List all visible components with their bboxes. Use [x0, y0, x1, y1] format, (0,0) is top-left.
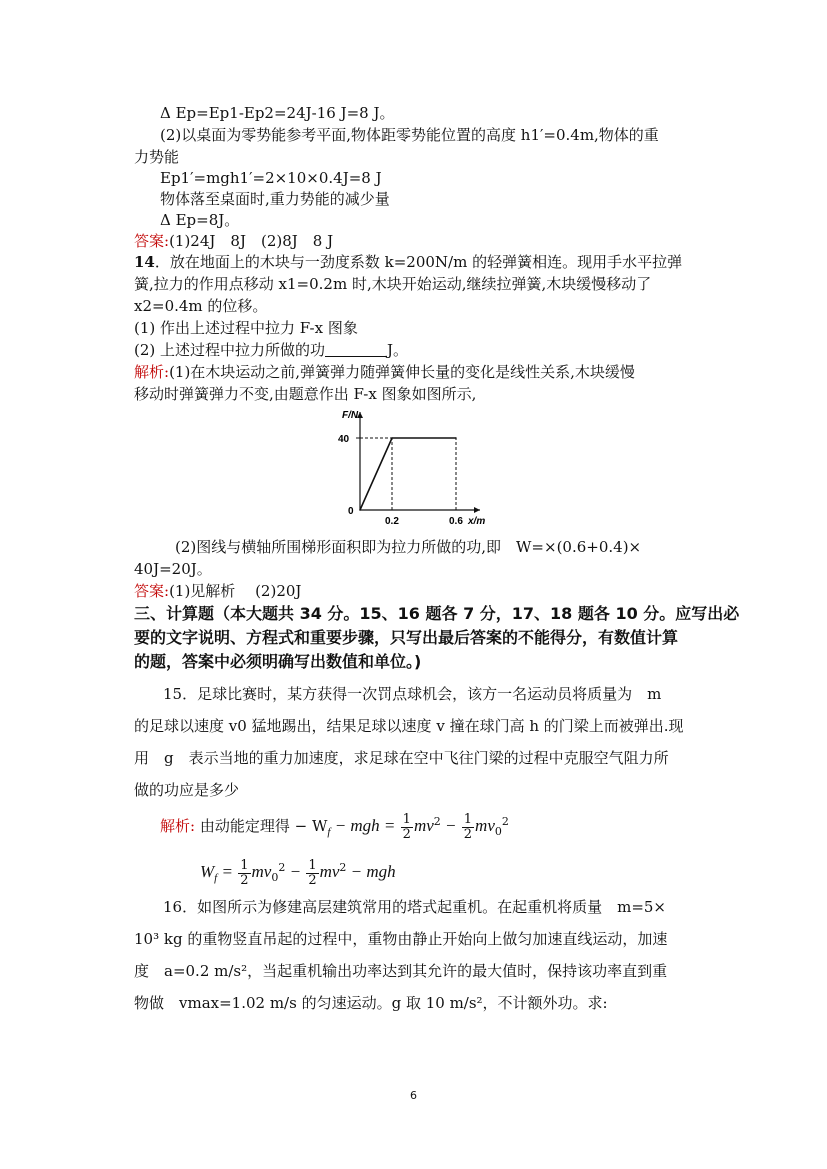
series-line	[360, 438, 456, 510]
answer-line	[134, 231, 333, 251]
data-point	[359, 509, 361, 511]
x-tick-label: 0.6	[449, 516, 463, 527]
formula-text: mv	[475, 816, 495, 835]
data-point	[391, 437, 393, 439]
formula-subscript: 0	[271, 871, 279, 884]
text-line: (2)图线与横轴所围梯形面积即为拉力所做的功,即 W=×(0.6+0.4)×	[175, 538, 642, 556]
solution-formula	[200, 848, 396, 888]
formula-subscript: 0	[494, 825, 502, 838]
formula-superscript: 2	[433, 815, 441, 828]
question-15-line: 15．足球比赛时，某方获得一次罚点球机会，该方一名运动员将质量为 m	[163, 685, 662, 703]
answer-label: 答案:	[134, 582, 170, 600]
question-text: (2) 上述过程中拉力所做的功	[134, 341, 326, 359]
text-line: 度 a=0.2 m/s²，当起重机输出功率达到其允许的最大值时，保持该功率直到重	[134, 962, 668, 980]
fraction	[462, 813, 474, 842]
data-point	[455, 437, 457, 439]
text-line: 40J=20J。	[134, 560, 212, 578]
numerator: 1	[463, 811, 473, 827]
denominator: 2	[240, 872, 249, 888]
numerator: 1	[308, 857, 317, 873]
formula-text: −	[285, 862, 306, 881]
text-line: 用 g 表示当地的重力加速度，求足球在空中飞往门梁的过程中克服空气阻力所	[134, 749, 669, 767]
formula-text: mv	[413, 816, 434, 835]
answer-line	[134, 581, 301, 601]
formula-text: mv	[251, 862, 272, 881]
origin-label: 0	[348, 506, 354, 517]
analysis-label: 解析:	[134, 363, 170, 381]
text-line: 10³ kg 的重物竖直吊起的过程中，重物由静止开始向上做匀加速直线运动，加速	[134, 930, 668, 948]
x-axis-arrow	[474, 507, 480, 513]
question-text: ．放在地面上的木块与一劲度系数 k=200N/m 的轻弹簧相连。现用手水平拉弹	[154, 253, 683, 271]
text-line: x2=0.4m 的位移。	[134, 297, 268, 315]
denominator: 2	[463, 826, 473, 842]
section-heading: 要的文字说明、方程式和重要步骤，只写出最后答案的不能得分，有数值计算	[134, 628, 679, 647]
formula-subscript: f	[327, 826, 331, 838]
text-line: Δ Ep=8J。	[160, 211, 240, 229]
question-number: 14	[134, 253, 155, 271]
text-line: 物做 vmax=1.02 m/s 的匀速运动。g 取 10 m/s²，不计额外功。求:	[134, 994, 608, 1012]
text-line: 力势能	[134, 148, 180, 166]
question-16-line: 16．如图所示为修建高层建筑常用的塔式起重机。在起重机将质量 m=5×	[163, 898, 666, 916]
text-line: Δ Ep=Ep1-Ep2=24J-16 J=8 J。	[160, 104, 395, 122]
f-x-chart	[330, 405, 490, 530]
question-14-line	[134, 252, 682, 272]
denominator: 2	[308, 872, 317, 888]
answer-text: (1)24J 8J (2)8J 8 J	[169, 232, 334, 250]
analysis-text: (1)在木块运动之前,弹簧弹力随弹簧伸长量的变化是线性关系,木块缓慢	[169, 363, 635, 381]
text-line: 移动时弹簧弹力不变,由题意作出 F-x 图象如图所示,	[134, 385, 477, 403]
text-line: 簧,拉力的作用点移动 x1=0.2m 时,木块开始运动,继续拉弹簧,木块缓慢移动了	[134, 275, 652, 293]
formula-superscript: 2	[278, 861, 286, 874]
answer-text: (1)见解析 (2)20J	[169, 582, 302, 600]
y-axis-label: F/N	[342, 410, 359, 421]
formula-text: mv	[319, 862, 340, 881]
y-tick-label: 40	[338, 434, 350, 445]
formula-text: =	[217, 862, 238, 881]
text-line: 做的功应是多少	[134, 781, 240, 799]
formula-text: −	[440, 816, 461, 835]
text-line: 的足球以速度 v0 猛地踢出，结果足球以速度 v 撞在球门高 h 的门梁上而被弹出.现	[134, 717, 684, 735]
section-heading: 的题，答案中必须明确写出数值和单位。)	[134, 652, 422, 671]
x-axis-label: x/m	[468, 516, 486, 527]
solution-formula	[160, 802, 509, 842]
solution-label: 解析:	[160, 817, 196, 835]
fraction	[238, 859, 250, 888]
formula-text: W	[200, 862, 215, 881]
formula-superscript: 2	[501, 815, 509, 828]
fill-blank-line	[134, 340, 408, 360]
text-line: (1) 作出上述过程中拉力 F-x 图象	[134, 319, 358, 337]
answer-blank[interactable]	[325, 342, 387, 357]
page-number: 6	[410, 1089, 417, 1102]
text-line: Ep1′=mgh1′=2×10×0.4J=8 J	[160, 169, 382, 187]
section-heading: 三、计算题（本大题共 34 分。15、16 题各 7 分，17、18 题各 10 分。应写出必	[134, 604, 740, 623]
formula-subscript: f	[214, 872, 218, 884]
formula-text: 由动能定理得 − W	[199, 817, 328, 835]
fraction	[401, 813, 413, 842]
answer-label: 答案:	[134, 232, 170, 250]
unit-text: J。	[387, 341, 409, 359]
analysis-line	[134, 362, 635, 382]
text-line: (2)以桌面为零势能参考平面,物体距零势能位置的高度 h1′=0.4m,物体的重	[160, 126, 659, 144]
denominator: 2	[402, 826, 411, 842]
numerator: 1	[402, 811, 411, 827]
formula-text: − mgh	[346, 862, 396, 881]
formula-text: − mgh =	[330, 816, 400, 835]
numerator: 1	[240, 857, 249, 873]
formula-superscript: 2	[339, 861, 347, 874]
fraction	[306, 859, 318, 888]
text-line: 物体落至桌面时,重力势能的减少量	[160, 190, 390, 208]
x-tick-label: 0.2	[385, 516, 399, 527]
